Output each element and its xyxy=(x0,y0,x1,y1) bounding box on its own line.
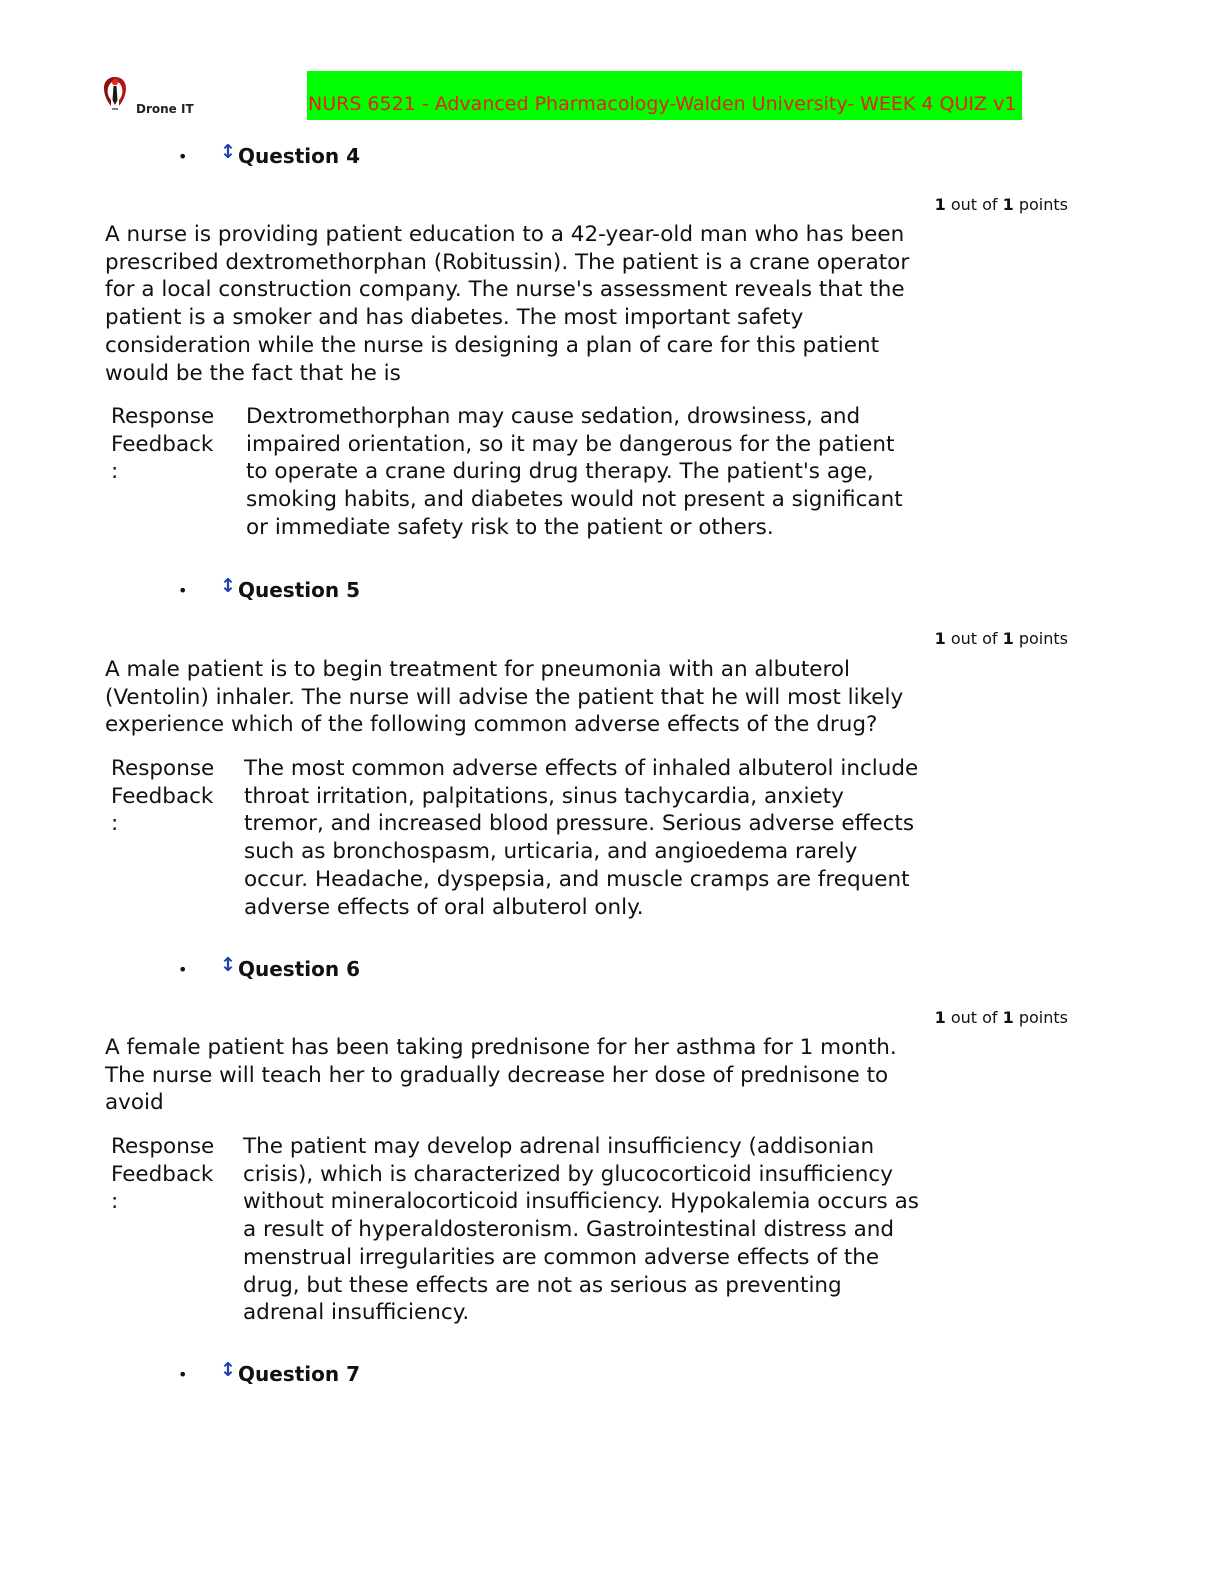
response-feedback-label: Response Feedback : xyxy=(111,756,215,837)
points-suffix: points xyxy=(1013,1008,1068,1027)
question-heading xyxy=(176,954,360,984)
points-earned: 1 xyxy=(934,629,946,648)
points-suffix: points xyxy=(1013,629,1068,648)
question-label: Question 6 xyxy=(238,957,360,981)
bullet-icon: • xyxy=(178,580,188,600)
points-suffix: points xyxy=(1013,195,1068,214)
sort-arrows-icon[interactable]: ↕ xyxy=(220,1359,236,1381)
question-text: A female patient has been taking prednisone for her asthma for 1 month. The nurse will teach her to gradually decrease her dose of prednisone to avoid xyxy=(105,1035,897,1116)
response-feedback-label: Response Feedback : xyxy=(111,404,215,485)
response-feedback-text: The patient may develop adrenal insufficiency (addisonian crisis), which is characterized by glucocorticoid insufficiency without mineralocorticoid insufficiency. Hypokalemia occurs as a result of hyperaldosteronism. Gastrointestinal distress and menstrual irregularities are common adverse effects of the drug, but these effects are not as serious as preventing adrenal insufficiency. xyxy=(243,1134,919,1326)
response-feedback-label: Response Feedback : xyxy=(111,1134,215,1215)
points-separator: out of xyxy=(945,195,1003,214)
points-score xyxy=(935,629,1068,648)
document-title: NURS 6521 - Advanced Pharmacology-Walden University- WEEK 4 QUIZ v1 xyxy=(308,93,1017,115)
points-total: 1 xyxy=(1002,629,1014,648)
brand-name: Drone IT xyxy=(136,102,194,116)
points-score xyxy=(935,1008,1068,1027)
response-feedback-text: Dextromethorphan may cause sedation, drowsiness, and impaired orientation, so it may be dangerous for the patient to operate a crane during drug therapy. The patient's age, smoking habits, and diabetes would not present a significant or immediate safety risk to the patient or others. xyxy=(246,404,903,540)
sort-arrows-icon[interactable]: ↕ xyxy=(220,575,236,597)
necktie-person-logo xyxy=(100,76,130,112)
question-label: Question 5 xyxy=(238,578,360,602)
points-earned: 1 xyxy=(934,195,946,214)
question-text: A male patient is to begin treatment for pneumonia with an albuterol (Ventolin) inhaler. The nurse will advise the patient that he will most likely experience which of the following common adverse effects of the drug? xyxy=(105,657,904,738)
bullet-icon: • xyxy=(178,146,188,166)
points-separator: out of xyxy=(945,1008,1003,1027)
sort-arrows-icon[interactable]: ↕ xyxy=(220,954,236,976)
question-heading xyxy=(176,1359,360,1389)
points-total: 1 xyxy=(1002,1008,1014,1027)
points-score xyxy=(935,195,1068,214)
bullet-icon: • xyxy=(178,959,188,979)
question-heading xyxy=(176,141,360,171)
points-earned: 1 xyxy=(934,1008,946,1027)
question-heading xyxy=(176,575,360,605)
response-feedback-text: The most common adverse effects of inhaled albuterol include throat irritation, palpitations, sinus tachycardia, anxiety tremor, and increased blood pressure. Serious adverse effects such as bronchospasm, urticaria, and angioedema rarely occur. Headache, dyspepsia, and muscle cramps are frequent adverse effects of oral albuterol only. xyxy=(244,756,919,920)
question-label: Question 4 xyxy=(238,144,360,168)
sort-arrows-icon[interactable]: ↕ xyxy=(220,141,236,163)
question-label: Question 7 xyxy=(238,1362,360,1386)
points-total: 1 xyxy=(1002,195,1014,214)
question-text: A nurse is providing patient education to a 42-year-old man who has been prescribed dextromethorphan (Robitussin). The patient is a crane operator for a local construction company. The nurse's assessment reveals that the patient is a smoker and has diabetes. The most important safety consideration while the nurse is designing a plan of care for this patient would be the fact that he is xyxy=(105,222,910,386)
bullet-icon: • xyxy=(178,1364,188,1384)
points-separator: out of xyxy=(945,629,1003,648)
